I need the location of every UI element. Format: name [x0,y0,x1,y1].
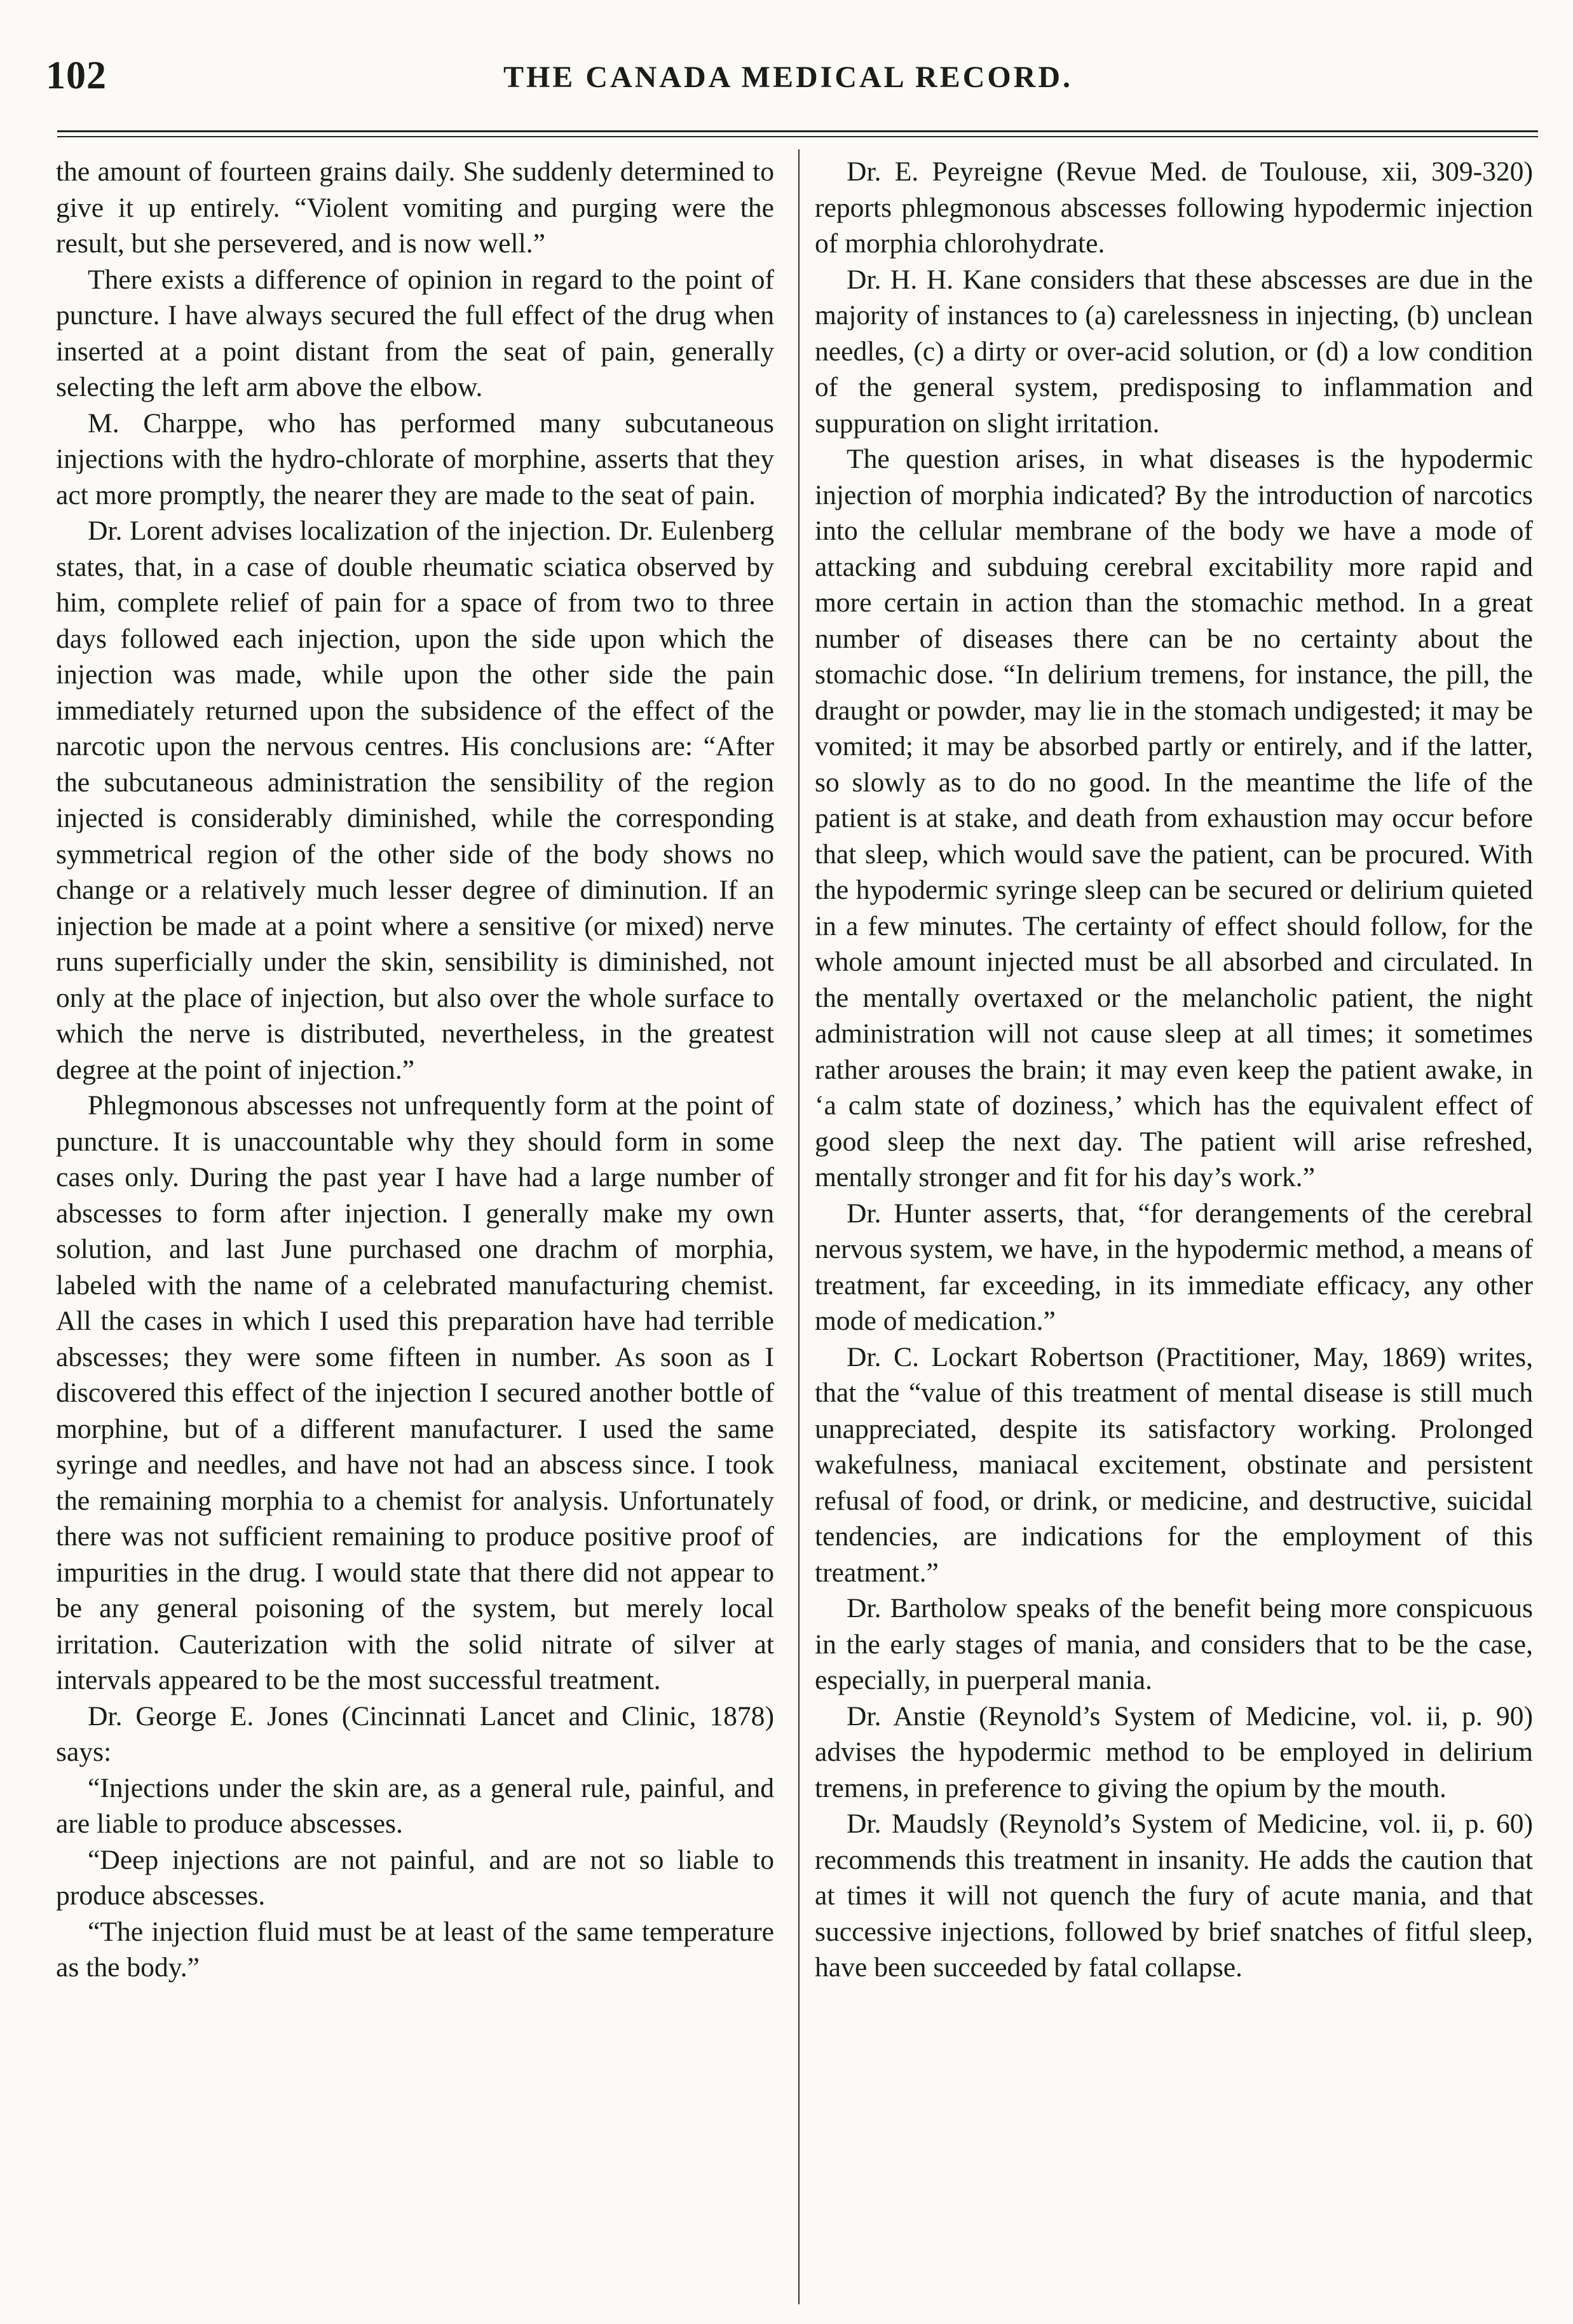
right-column [815,154,1533,2302]
page-header [38,50,1538,107]
quote-paragraph: “The injection fluid must be at least of the same temperature as the body.” [56,1916,774,1983]
left-column [56,154,774,2302]
paragraph: M. Charppe, who has performed many subcutaneous injections with the hydro-chlorate of morphine, asserts that they act more promptly, the nearer they are made to the seat of pain. [56,407,774,510]
paragraph: Dr. Lorent advises localization of the injection. Dr. Eulenberg states, that, in a case of double rheumatic sciatica observed by him, complete relief of pain for a space of from two to three days followed each injection, upon the side upon which the injection was made, while upon the other side the pain immediately returned upon the subsidence of the effect of the narcotic upon the nervous centres. His conclusions are: “After the subcutaneous administration the sensibility of the region injected is considerably diminished, while the corresponding symmetrical region of the other side of the body shows no change or a relatively much lesser degree of diminution. If an injection be made at a point where a sensitive (or mixed) nerve runs superficially under the skin, sensibility is diminished, not only at the place of injection, but also over the whole surface to which the nerve is distributed, nevertheless, in the greatest degree at the point of injection.” [56,516,774,1085]
running-title: THE CANADA MEDICAL RECORD. [503,60,1073,94]
paragraph: Dr. E. Peyreigne (Revue Med. de Toulouse, xii, 309-320) reports phlegmonous abscesses following hypodermic injection of morphia chlorohydrate. [815,156,1533,259]
paragraph: Dr. Bartholow speaks of the benefit being more conspicuous in the early stages of mania, and considers that to be the case, especially, in puerperal mania. [815,1593,1533,1695]
paragraph: Dr. Hunter asserts, that, “for derangements of the cerebral nervous system, we have, in the hypodermic method, a means of treatment, far exceeding, in its immediate efficacy, any other mode of medication.” [815,1198,1533,1336]
paragraph: Dr. C. Lockart Robertson (Practitioner, May, 1869) writes, that the “value of this treatment of mental disease is still much unappreciated, despite its satisfactory working. Prolonged wakefulness, maniacal excitement, obstinate and persistent refusal of food, or drink, or medicine, and destructive, suicidal tendencies, are indications for the employment of this treatment.” [815,1341,1533,1588]
paragraph: the amount of fourteen grains daily. She suddenly determined to give it up entirely. “Violent vomiting and purging were the result, but she persevered, and is now well.” [56,156,774,259]
quote-paragraph: “Deep injections are not painful, and are not so liable to produce abscesses. [56,1844,774,1911]
paragraph: Dr. Maudsly (Reynold’s System of Medicine, vol. ii, p. 60) recommends this treatment in insanity. He adds the caution that at times it will not quench the fury of acute mania, and that successive injections, followed by brief snatches of fitful sleep, have been succeeded by fatal collapse. [815,1808,1533,1983]
paragraph: There exists a difference of opinion in regard to the point of puncture. I have always secured the full effect of the drug when inserted at a point distant from the seat of pain, generally selecting the left arm above the elbow. [56,264,774,402]
paragraph: Dr. H. H. Kane considers that these abscesses are due in the majority of instances to (a) carelessness in injecting, (b) unclean needles, (c) a dirty or over-acid solution, or (d) a low condition of the general system, predisposing to inflammation and suppuration on slight irritation. [815,264,1533,439]
column-divider [798,149,800,2304]
header-rule-thin [57,136,1538,137]
header-rule [57,130,1538,132]
page-number: 102 [46,54,107,97]
quote-paragraph: “Injections under the skin are, as a general rule, painful, and are liable to produce abscesses. [56,1772,774,1839]
paragraph: The question arises, in what diseases is the hypodermic injection of morphia indicated? By the introduction of narcotics into the cellular membrane of the body we have a mode of attacking and subduing cerebral excitability more rapid and more certain in action than the stomachic method. In a great number of diseases there can be no certainty about the stomachic dose. “In delirium tremens, for instance, the pill, the draught or powder, may lie in the stomach undigested; it may be vomited; it may be absorbed partly or entirely, and if the latter, so slowly as to do no good. In the meantime the life of the patient is at stake, and death from exhaustion may occur before that sleep, which would save the patient, can be procured. With the hypodermic syringe sleep can be secured or delirium quieted in a few minutes. The certainty of effect should follow, for the whole amount injected must be all absorbed and circulated. In the mentally overtaxed or the melancholic patient, the night administration will not cause sleep at all times; it sometimes rather arouses the brain; it may even keep the patient awake, in ‘a calm state of doziness,’ which has the equivalent effect of good sleep the next day. The patient will arise refreshed, mentally stronger and fit for his day’s work.” [815,444,1533,1193]
paragraph: Dr. Anstie (Reynold’s System of Medicine, vol. ii, p. 90) advises the hypodermic method to be employed in delirium tremens, in preference to giving the opium by the mouth. [815,1700,1533,1803]
paragraph: Dr. George E. Jones (Cincinnati Lancet and Clinic, 1878) says: [56,1700,774,1767]
paragraph: Phlegmonous abscesses not unfrequently form at the point of puncture. It is unaccountable why they should form in some cases only. During the past year I have had a large number of abscesses to form after injection. I generally make my own solution, and last June purchased one drachm of morphia, labeled with the name of a celebrated manufacturing chemist. All the cases in which I used this preparation have had terrible abscesses; they were some fifteen in number. As soon as I discovered this effect of the injection I secured another bottle of morphine, but of a different manufacturer. I used the same syringe and needles, and have not had an abscess since. I took the remaining morphia to a chemist for analysis. Unfortunately there was not sufficient remaining to produce positive proof of impurities in the drug. I would state that there did not appear to be any general poisoning of the system, but merely local irritation. Cauterization with the solid nitrate of silver at intervals appeared to be the most successful treatment. [56,1090,774,1695]
